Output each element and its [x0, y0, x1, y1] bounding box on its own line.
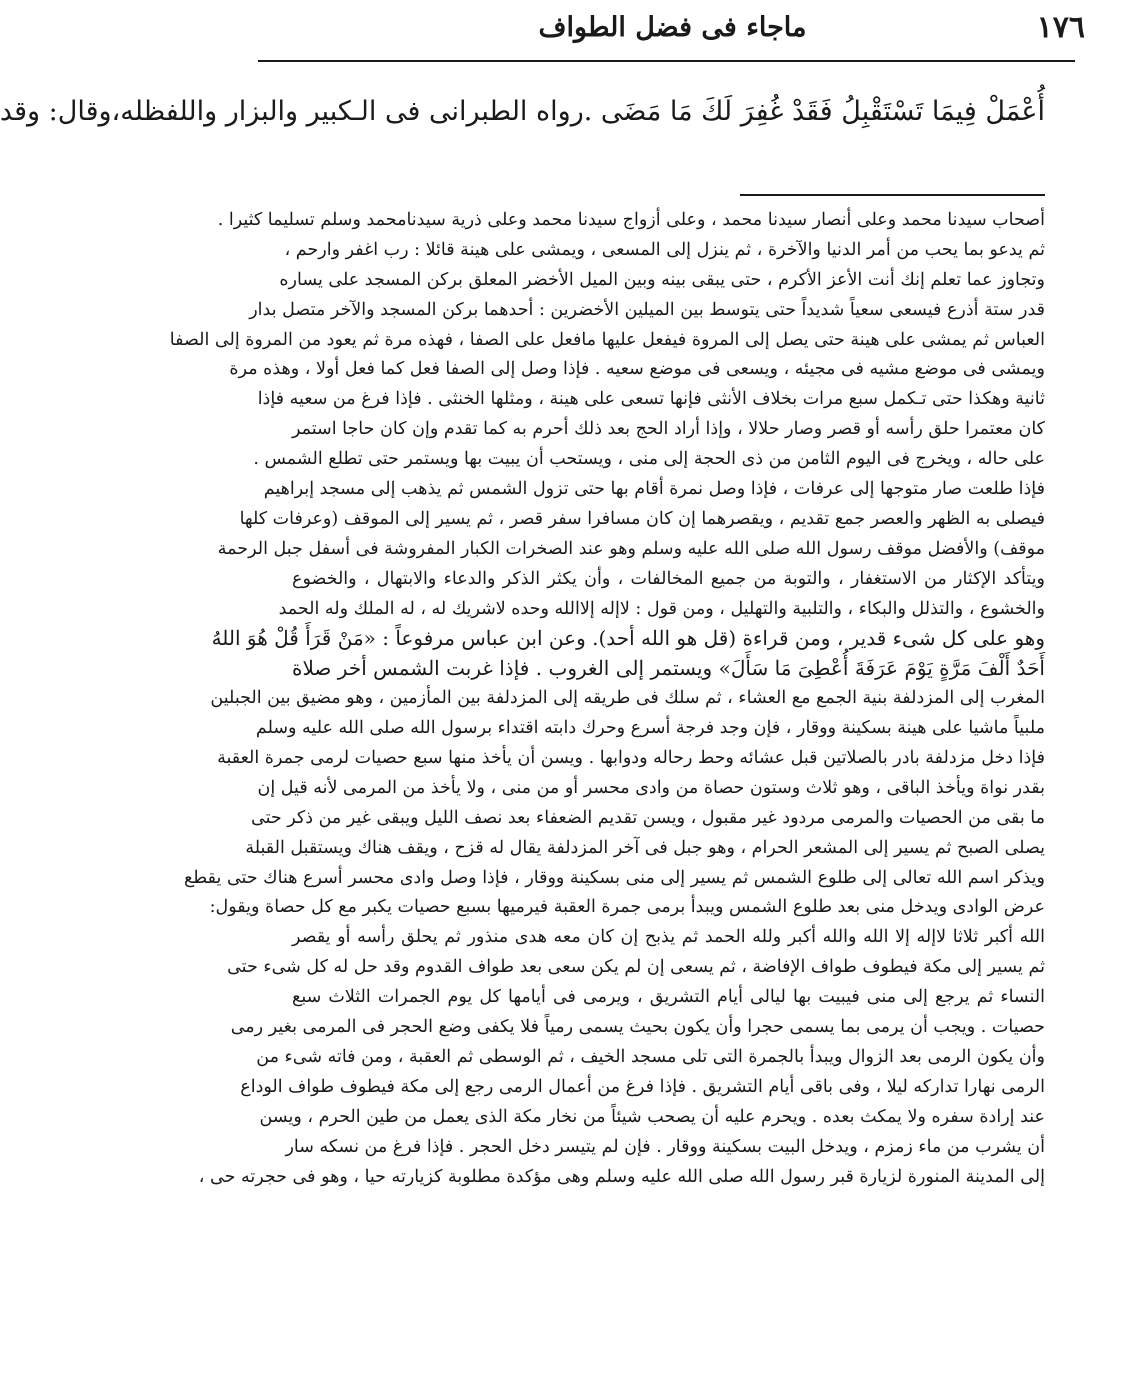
footnote-line: ملبياً ماشيا على هينة بسكينة ووقار ، فإن وجد فرجة أسرع وحرك دابته اقتداء برسول الله صلى الله عليه وسلم: [255, 718, 1045, 739]
hadith-text: أُعْمَلْ فِيمَا تَسْتَقْبِلُ فَقَدْ غُفِرَ لَكَ مَا مَضَى .رواه الطبرانى فى الـكبير والبزار واللفظله،وقال: وقد: [0, 96, 1045, 127]
footnote-line: والخشوع ، والتذلل والبكاء ، والتلبية والتهليل ، ومن قول : لاإله إلاالله وحده لاشريك له ، له الملك وله الحمد: [278, 598, 1045, 619]
footnote-line: ما بقى من الحصيات والمرمى مردود غير مقبول ، ويسن تقديم الضعفاء بعد نصف الليل ويبقى غير من ذكر حتى: [251, 807, 1045, 828]
footnote-line: عند إرادة سفره ولا يمكث بعده . ويحرم عليه أن يصحب شيئاً من نخار مكة الذى يعمل من طين الحرم ، ويسن: [259, 1106, 1045, 1127]
footnote-line: وأن يكون الرمى بعد الزوال ويبدأ بالجمرة التى تلى مسجد الخيف ، ثم الوسطى ثم العقبة ، ومن فاته شىء من: [256, 1046, 1045, 1067]
footnote-line: ويتأكد الإكثار من الاستغفار ، والتوبة من جميع المخالفات ، وأن يكثر الذكر والدعاء والابتهال ، والخضوع: [292, 568, 1045, 589]
running-title: ماجاء فى فضل الطواف: [538, 12, 807, 43]
footnote-line: النساء ثم يرجع إلى منى فيبيت بها ليالى أيام التشريق ، ويرمى فى أيامها كل يوم الجمرات الثلاث سبع: [292, 987, 1045, 1008]
footnote-line: فإذا طلعت صار متوجها إلى عرفات ، فإذا وصل نمرة أقام بها حتى تزول الشمس ثم يذهب إلى مسجد إبراهيم: [263, 479, 1045, 500]
footnote-line: موقف) والأفضل موقف رسول الله صلى الله عليه وسلم وهو عند الصخرات الكبار المفروشة فى أسفل جبل الرحمة: [217, 538, 1045, 559]
footnote-line: أصحاب سيدنا محمد وعلى أنصار سيدنا محمد ، وعلى أزواج سيدنا محمد وعلى ذرية سيدنامحمد وسلم تسليما كثيرا .: [217, 210, 1045, 230]
footnote-line: وهو على كل شىء قدير ، ومن قراءة (قل هو الله أحد). وعن ابن عباس مرفوعاً : «مَنْ قَرَأَ قُلْ هُوَ اللهُ: [211, 626, 1045, 651]
footnote-line: على حاله ، ويخرج فى اليوم الثامن من ذى الحجة إلى منى ، ويستحب أن يبيت بها ويستمر حتى تطلع الشمس .: [253, 449, 1045, 470]
footnote-line: عرض الوادى ويدخل منى بعد طلوع الشمس ويبدأ برمى جمرة العقبة فيرميها بسبع حصيات يكبر مع كل حصاة ويقول:: [209, 897, 1045, 918]
page-number: ١٧٦: [1036, 10, 1085, 45]
footnote-line: ويمشى فى موضع مشيه فى مجيئه ، ويسعى فى موضع سعيه . فإذا وصل إلى الصفا فعل كما فعل أولا ، وهذه مرة: [229, 359, 1045, 380]
footnote-separator: [740, 194, 1045, 196]
footnote-line: الرمى نهارا تداركه ليلا ، وفى باقى أيام التشريق . فإذا فرغ من أعمال الرمى رجع إلى مكة فيطوف طواف الوداع: [240, 1076, 1045, 1097]
footnote-line: كان معتمرا حلق رأسه أو قصر وصار حلالا ، وإذا أراد الحج بعد ذلك أحرم به كما تقدم وإن كان حاجا استمر: [292, 419, 1045, 440]
footnote-line: قدر ستة أذرع فيسعى سعياً شديداً حتى يتوسط بين الميلين الأخضرين : أحدهما بركن المسجد والآخر متصل بدار: [249, 299, 1045, 320]
footnote-line: ثم يدعو بما يحب من أمر الدنيا والآخرة ، ثم ينزل إلى المسعى ، ويمشى على هينة قائلا : رب اغفر وارحم ،: [284, 239, 1045, 260]
footnote-line: يصلى الصبح ثم يسير إلى المشعر الحرام ، وهو جبل فى آخر المزدلفة يقال له قزح ، ويقف هناك ويستقبل القبلة: [245, 837, 1045, 858]
footnote-block: [169, 206, 1046, 1192]
footnote-line: ثم يسير إلى مكة فيطوف طواف الإفاضة ، ثم يسعى إن لم يكن سعى بعد طواف القدوم وقد حل له كل شىء حتى: [227, 957, 1045, 978]
footnote-line: ثانية وهكذا حتى تـكمل سبع مرات بخلاف الأنثى فإنها تسعى على هينة ، ومثلها الخنثى . فإذا فرغ من سعيه فإذا: [257, 389, 1045, 410]
footnote-line: أَحَدٌ أَلْفَ مَرَّةٍ يَوْمَ عَرَفَةَ أُعْطِىَ مَا سَأَلَ» ويستمر إلى الغروب . فإذا غربت الشمس أخر صلاة: [292, 656, 1045, 681]
footnote-line: ويذكر اسم الله تعالى إلى طلوع الشمس ثم يسير إلى منى بسكينة ووقار ، فإذا وصل وادى محسر أسرع هناك حتى يقطع: [183, 867, 1045, 888]
footnote-line: حصيات . ويجب أن يرمى بما يسمى حجرا وأن يكون بحيث يسمى رمياً فلا يكفى وضع الحجر فى المرمى بغير رمى: [230, 1017, 1045, 1038]
footnote-line: إلى المدينة المنورة لزيارة قبر رسول الله صلى الله عليه وسلم وهى مؤكدة مطلوبة كزيارته حيا ، وهو فى حجرته حى ،: [198, 1166, 1045, 1187]
page-header: [260, 10, 1085, 54]
footnote-line: بقدر نواة ويأخذ الباقى ، وهو ثلاث وستون حصاة من وادى محسر أو من منى ، ولا يأخذ من المرمى لأنه قيل إن: [257, 777, 1045, 798]
footnote-line: الله أكبر ثلاثا لاإله إلا الله والله أكبر ولله الحمد ثم يذبح إن كان معه هدى منذور ثم يحلق رأسه أو يقصر: [292, 927, 1046, 948]
footnote-line: أن يشرب من ماء زمزم ، ويدخل البيت بسكينة ووقار . فإن لم يتيسر دخل الحجر . فإذا فرغ من نسكه سار: [285, 1136, 1045, 1157]
header-rule: [258, 60, 1075, 62]
footnote-line: المغرب إلى المزدلفة بنية الجمع مع العشاء ، ثم سلك فى طريقه إلى المزدلفة بين المأزمين ، وهو مضيق بين الجبلين: [210, 688, 1045, 709]
footnote-line: العباس ثم يمشى على هينة حتى يصل إلى المروة فيفعل عليها مافعل على الصفا ، فهذه مرة ثم يعود من المروة إلى الصفا: [169, 329, 1045, 350]
footnote-line: فإذا دخل مزدلفة بادر بالصلاتين قبل عشائه وحط رحاله ودوابها . ويسن أن يأخذ منها سبع حصيات لرمى جمرة العقبة: [217, 748, 1045, 769]
footnote-line: فيصلى به الظهر والعصر جمع تقديم ، ويقصرهما إن كان مسافرا سفر قصر ، ثم يسير إلى الموقف (وعرفات كلها: [239, 508, 1045, 529]
footnote-line: وتجاوز عما تعلم إنك أنت الأعز الأكرم ، حتى يبقى بينه وبين الميل الأخضر المعلق بركن المسجد على يساره: [279, 269, 1045, 290]
